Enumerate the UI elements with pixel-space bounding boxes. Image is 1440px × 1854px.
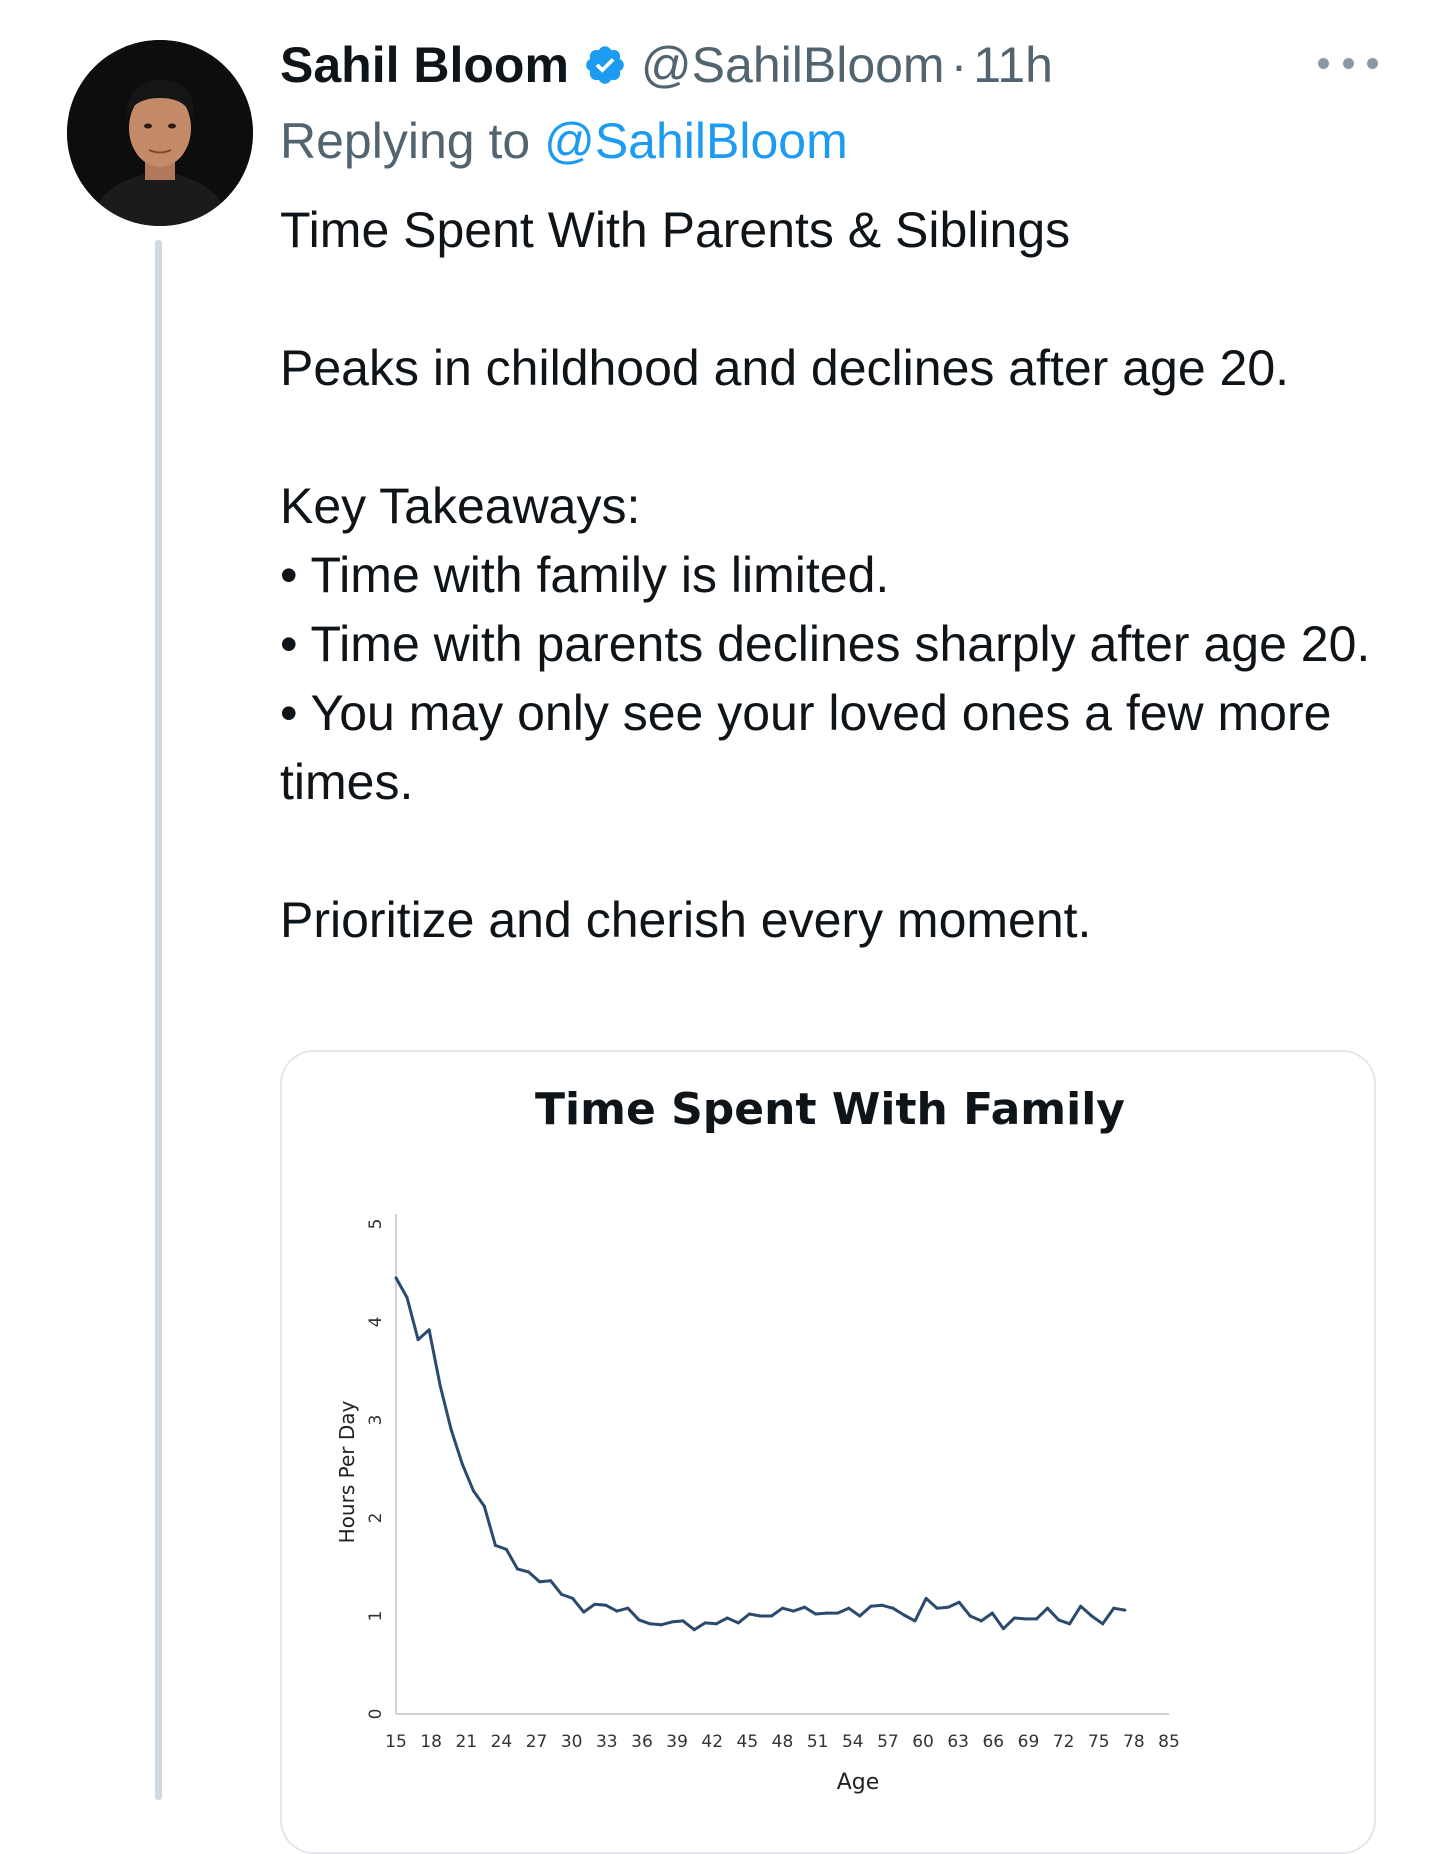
data-point [461,1463,464,1466]
x-axis-label: Age [836,1770,880,1795]
x-tick-label: 48 [771,1732,794,1752]
tweet-line-summary: Peaks in childhood and declines after age 20. [280,340,1290,396]
x-tick-label: 54 [841,1732,864,1752]
data-point [417,1338,420,1341]
data-point [726,1616,729,1619]
x-tick-label: 42 [701,1732,724,1752]
data-point [472,1489,475,1492]
data-point [505,1548,508,1551]
y-tick-label: 0 [366,1708,386,1720]
replying-to [280,106,848,176]
tweet-bullet-1: • Time with family is limited. [280,547,890,603]
data-point [1046,1607,1049,1610]
tweet-time[interactable]: 11h [973,37,1053,93]
tweet-line-heading: Time Spent With Parents & Siblings [280,202,1071,258]
data-point [615,1610,618,1613]
data-point [980,1619,983,1622]
data-point [715,1622,718,1625]
data-point [748,1613,751,1616]
data-point [626,1607,629,1610]
data-point [395,1276,398,1279]
x-tick-label: 18 [420,1732,442,1752]
data-point [1079,1605,1082,1608]
data-point [704,1621,707,1624]
data-point [648,1622,651,1625]
data-point [1123,1609,1126,1612]
x-tick-label: 72 [1052,1732,1075,1752]
x-tick-label: 39 [666,1732,688,1752]
data-point [936,1607,939,1610]
data-point [1112,1607,1115,1610]
data-point [792,1610,795,1613]
tweet-bullet-2: • Time with parents declines sharply after age 20. [280,616,1371,672]
x-tick-label: 78 [1123,1732,1145,1752]
x-tick-label: 33 [595,1732,618,1752]
data-point [1068,1622,1071,1625]
data-point [958,1601,961,1604]
x-tick-label: 24 [490,1732,513,1752]
tweet-bullet-3: • You may only see your loved ones a few more times. [280,685,1332,810]
y-tick-label: 3 [366,1414,386,1426]
data-point [637,1618,640,1621]
data-point [803,1606,806,1609]
data-point [969,1615,972,1618]
y-tick-label: 2 [366,1512,386,1524]
x-tick-label: 69 [1017,1732,1040,1752]
y-tick-label: 1 [366,1610,386,1622]
data-point [770,1615,773,1618]
data-point [1024,1617,1027,1620]
data-point [406,1296,409,1299]
tweet-header [280,30,1053,100]
data-point [781,1607,784,1610]
tweet-text [280,196,1400,955]
data-point [1013,1616,1016,1619]
replying-prefix: Replying to [280,113,531,169]
data-point [516,1567,519,1570]
x-tick-label: 66 [982,1732,1005,1752]
y-axis-label: Hours Per Day [335,1400,359,1544]
data-point [450,1428,453,1431]
x-tick-label: 75 [1087,1732,1110,1752]
data-point [858,1615,861,1618]
x-tick-label: 85 [1158,1732,1180,1752]
data-point [593,1603,596,1606]
x-tick-label: 60 [912,1732,934,1752]
data-point [914,1619,917,1622]
data-point [693,1628,696,1631]
x-tick-label: 51 [806,1732,829,1752]
data-point [1101,1622,1104,1625]
author-handle[interactable]: @SahilBloom [640,37,945,93]
tweet-line-takeaways: Key Takeaways: [280,478,641,534]
more-options-icon[interactable] [1318,40,1378,86]
author-name[interactable]: Sahil Bloom [280,37,569,93]
y-tick-label: 5 [366,1218,386,1230]
x-tick-label: 30 [560,1732,583,1752]
data-point [991,1612,994,1615]
x-tick-label: 63 [947,1732,970,1752]
x-tick-label: 36 [631,1732,653,1752]
data-point [549,1579,552,1582]
data-point [571,1597,574,1600]
x-tick-label: 21 [455,1732,478,1752]
data-point [902,1614,905,1617]
x-tick-label: 45 [736,1732,759,1752]
x-tick-label: 27 [525,1732,548,1752]
data-point [604,1604,607,1607]
data-point [428,1328,431,1331]
tweet-line-closing: Prioritize and cherish every moment. [280,892,1092,948]
data-point [836,1612,839,1615]
data-point [1057,1618,1060,1621]
avatar-portrait-icon [67,40,253,226]
family-time-chart [282,1052,1374,1852]
x-tick-label: 15 [385,1732,407,1752]
series-line [396,1278,1125,1630]
data-point [560,1593,563,1596]
media-card[interactable] [280,1050,1376,1854]
data-point [869,1605,872,1608]
data-point [825,1612,828,1615]
thread-connector-line [155,240,162,1800]
x-tick-label: 57 [877,1732,899,1752]
data-point [582,1611,585,1614]
data-point [759,1615,762,1618]
data-point [538,1580,541,1583]
data-point [814,1613,817,1616]
avatar[interactable] [67,40,253,226]
data-point [880,1604,883,1607]
data-point [1002,1627,1005,1630]
data-point [494,1544,497,1547]
data-point [925,1597,928,1600]
data-point [1090,1615,1093,1618]
data-point [527,1570,530,1573]
data-point [737,1621,740,1624]
verified-badge-icon [583,43,627,87]
y-tick-label: 4 [366,1316,386,1328]
data-point [1035,1617,1038,1620]
data-point [682,1619,685,1622]
data-point [847,1607,850,1610]
data-point [947,1606,950,1609]
data-point [891,1607,894,1610]
meta-separator: · [950,37,968,93]
replying-to-link[interactable]: @SahilBloom [544,113,848,169]
data-point [439,1384,442,1387]
data-point [483,1505,486,1508]
data-point [660,1623,663,1626]
chart-title: Time Spent With Family [535,1084,1125,1135]
data-point [671,1620,674,1623]
